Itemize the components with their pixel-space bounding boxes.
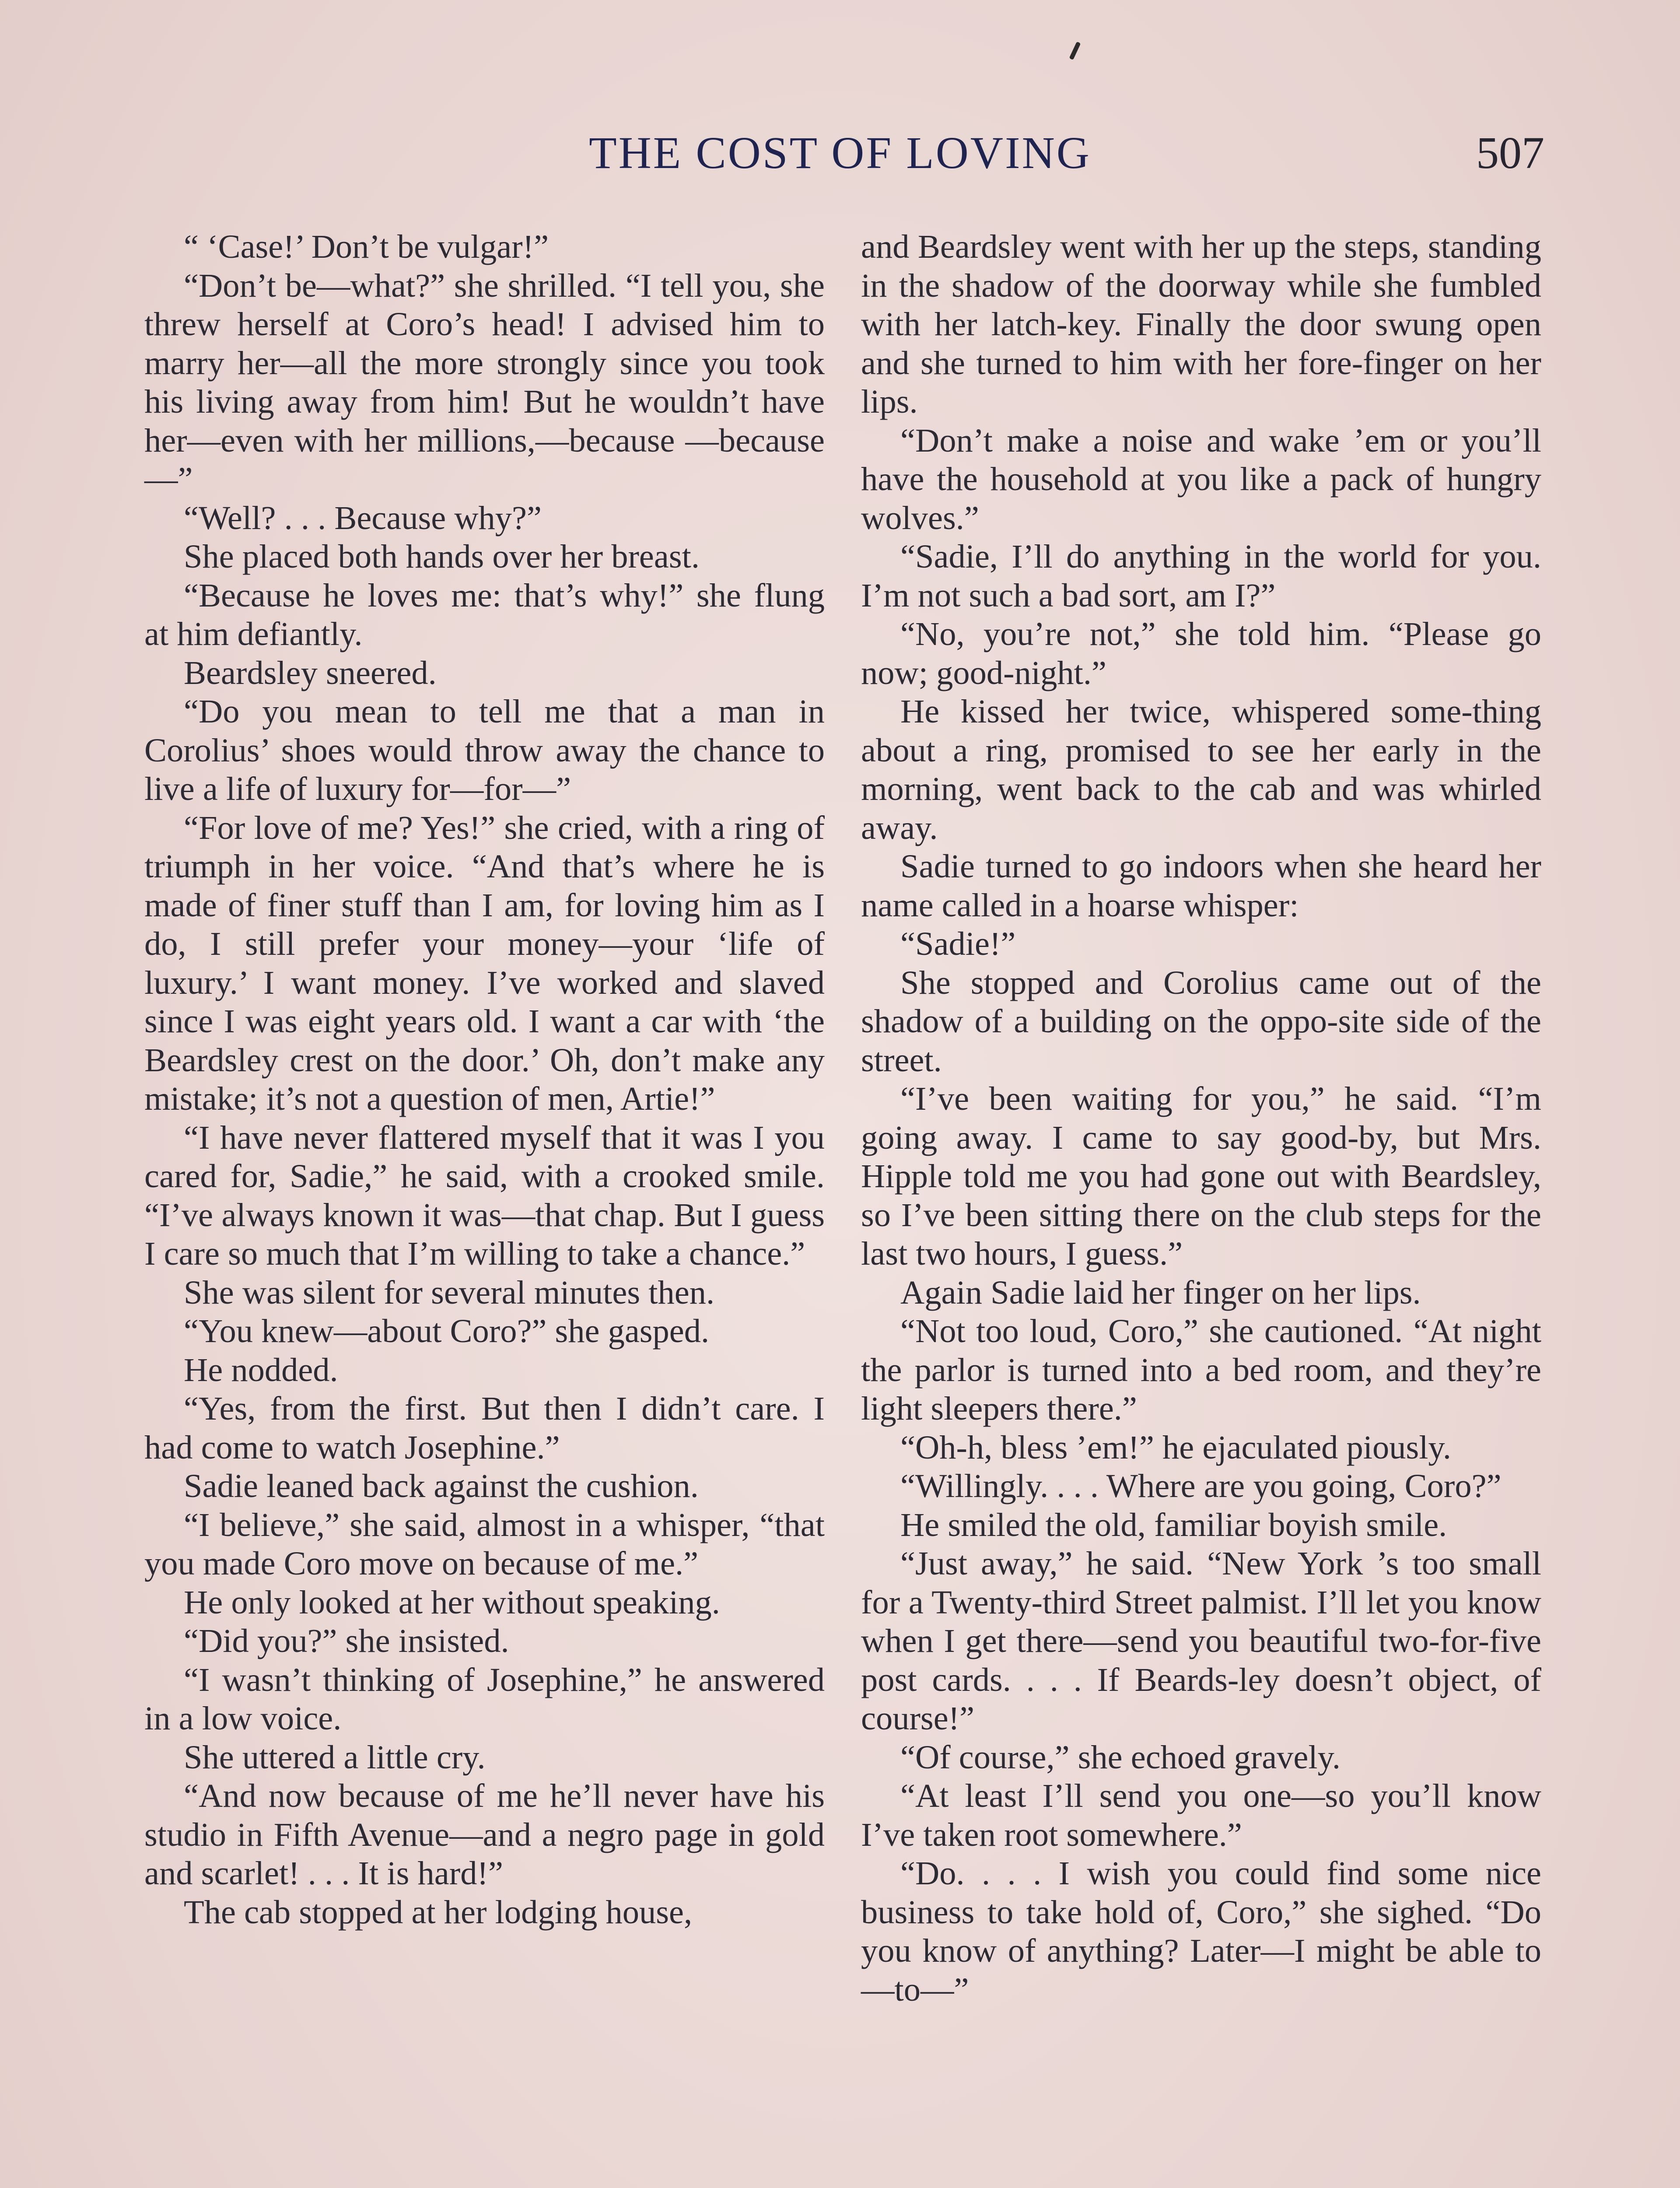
paragraph: “You knew—about Coro?” she gasped.	[184, 1312, 710, 1350]
paragraph: The cab stopped at her lodging house,	[184, 1893, 693, 1931]
paragraph: “Not too loud, Coro,” she cautioned. “At night the parlor is turned into a bed room, and they’re light sleepers there.”	[861, 1312, 1541, 1427]
paragraph: “Do. . . . I wish you could find some nice business to take hold of, Coro,” she sighed. “Do you know of anything? Later—I might be able to—to—”	[861, 1855, 1541, 2008]
paragraph: “Yes, from the first. But then I didn’t care. I had come to watch Josephine.”	[144, 1390, 825, 1466]
paragraph: and Beardsley went with her up the steps, standing in the shadow of the doorway while she fumbled with her latch-key. Finally the door swung open and she turned to him with her fore-finger on her lips.	[861, 228, 1541, 420]
paragraph: “Well? . . . Because why?”	[184, 499, 542, 536]
ink-speck	[1069, 42, 1081, 60]
paragraph: “I believe,” she said, almost in a whisper, “that you made Coro move on because of me.”	[144, 1506, 825, 1582]
paragraph: He kissed her twice, whispered some-thing about a ring, promised to see her early in the morning, went back to the cab and was whirled away.	[861, 693, 1541, 846]
right-column	[861, 228, 1541, 2009]
paragraph: “Do you mean to tell me that a man in Corolius’ shoes would throw away the chance to live a life of luxury for—for—”	[144, 693, 825, 807]
paragraph: He only looked at her without speaking.	[184, 1583, 720, 1621]
paragraph: Beardsley sneered.	[184, 654, 437, 691]
paragraph: Sadie turned to go indoors when she heard her name called in a hoarse whisper:	[861, 848, 1541, 924]
paragraph: “And now because of me he’ll never have his studio in Fifth Avenue—and a negro page in gold and scarlet! . . . It is hard!”	[144, 1777, 825, 1892]
paragraph: “Oh-h, bless ’em!” he ejaculated piously.	[900, 1428, 1451, 1466]
paragraph: “Because he loves me: that’s why!” she flung at him defiantly.	[144, 576, 825, 652]
paragraph: “Don’t make a noise and wake ’em or you’ll have the household at you like a pack of hungry wolves.”	[861, 421, 1541, 536]
paragraph: Sadie leaned back against the cushion.	[184, 1467, 699, 1504]
paragraph: She stopped and Corolius came out of the shadow of a building on the oppo-site side of the street.	[861, 964, 1541, 1079]
paragraph: “Of course,” she echoed gravely.	[900, 1738, 1341, 1776]
paragraph: He nodded.	[184, 1351, 338, 1389]
paragraph: “Sadie, I’ll do anything in the world for you. I’m not such a bad sort, am I?”	[861, 538, 1541, 614]
page-number: 507	[1476, 128, 1544, 178]
paragraph: “ ‘Case!’ Don’t be vulgar!”	[184, 228, 549, 265]
paragraph: “Sadie!”	[900, 925, 1016, 962]
paragraph: “Did you?” she insisted.	[184, 1622, 509, 1659]
page-header	[136, 127, 1544, 188]
left-column	[144, 228, 825, 1932]
paragraph: She was silent for several minutes then.	[184, 1273, 715, 1311]
paragraph: “I wasn’t thinking of Josephine,” he answered in a low voice.	[144, 1661, 825, 1737]
paragraph: “Willingly. . . . Where are you going, Coro?”	[900, 1467, 1502, 1504]
running-title: THE COST OF LOVING	[589, 128, 1091, 178]
paragraph: “Don’t be—what?” she shrilled. “I tell you, she threw herself at Coro’s head! I advised him to marry her—all the more strongly since you took his living away from him! But he wouldn’t have her—even with her millions,—because —because—”	[144, 266, 825, 498]
paragraph: “I have never flattered myself that it was I you cared for, Sadie,” he said, with a crooked smile. “I’ve always known it was—that chap. But I guess I care so much that I’m willing to take a chance.”	[144, 1119, 825, 1272]
paragraph: “Just away,” he said. “New York ’s too small for a Twenty-third Street palmist. I’ll let you know when I get there—send you beautiful two-for-five post cards. . . . If Beards-ley doesn’t object, of course!”	[861, 1545, 1541, 1737]
paragraph: She uttered a little cry.	[184, 1738, 486, 1776]
paragraph: He smiled the old, familiar boyish smile.	[900, 1506, 1447, 1543]
paragraph: She placed both hands over her breast.	[184, 538, 700, 575]
paragraph: “No, you’re not,” she told him. “Please go now; good-night.”	[861, 615, 1541, 691]
paragraph: Again Sadie laid her finger on her lips.	[900, 1273, 1421, 1311]
paragraph: “At least I’ll send you one—so you’ll know I’ve taken root somewhere.”	[861, 1777, 1541, 1853]
paragraph: “I’ve been waiting for you,” he said. “I’m going away. I came to say good-by, but Mrs. Hipple told me you had gone out with Beardsley, so I’ve been sitting there on the club steps for the last two hours, I guess.”	[861, 1080, 1541, 1272]
paragraph: “For love of me? Yes!” she cried, with a ring of triumph in her voice. “And that’s where he is made of finer stuff than I am, for loving him as I do, I still prefer your money—your ‘life of luxury.’ I want money. I’ve worked and slaved since I was eight years old. I want a car with ‘the Beardsley crest on the door.’ Oh, don’t make any mistake; it’s not a question of men, Artie!”	[144, 809, 825, 1117]
